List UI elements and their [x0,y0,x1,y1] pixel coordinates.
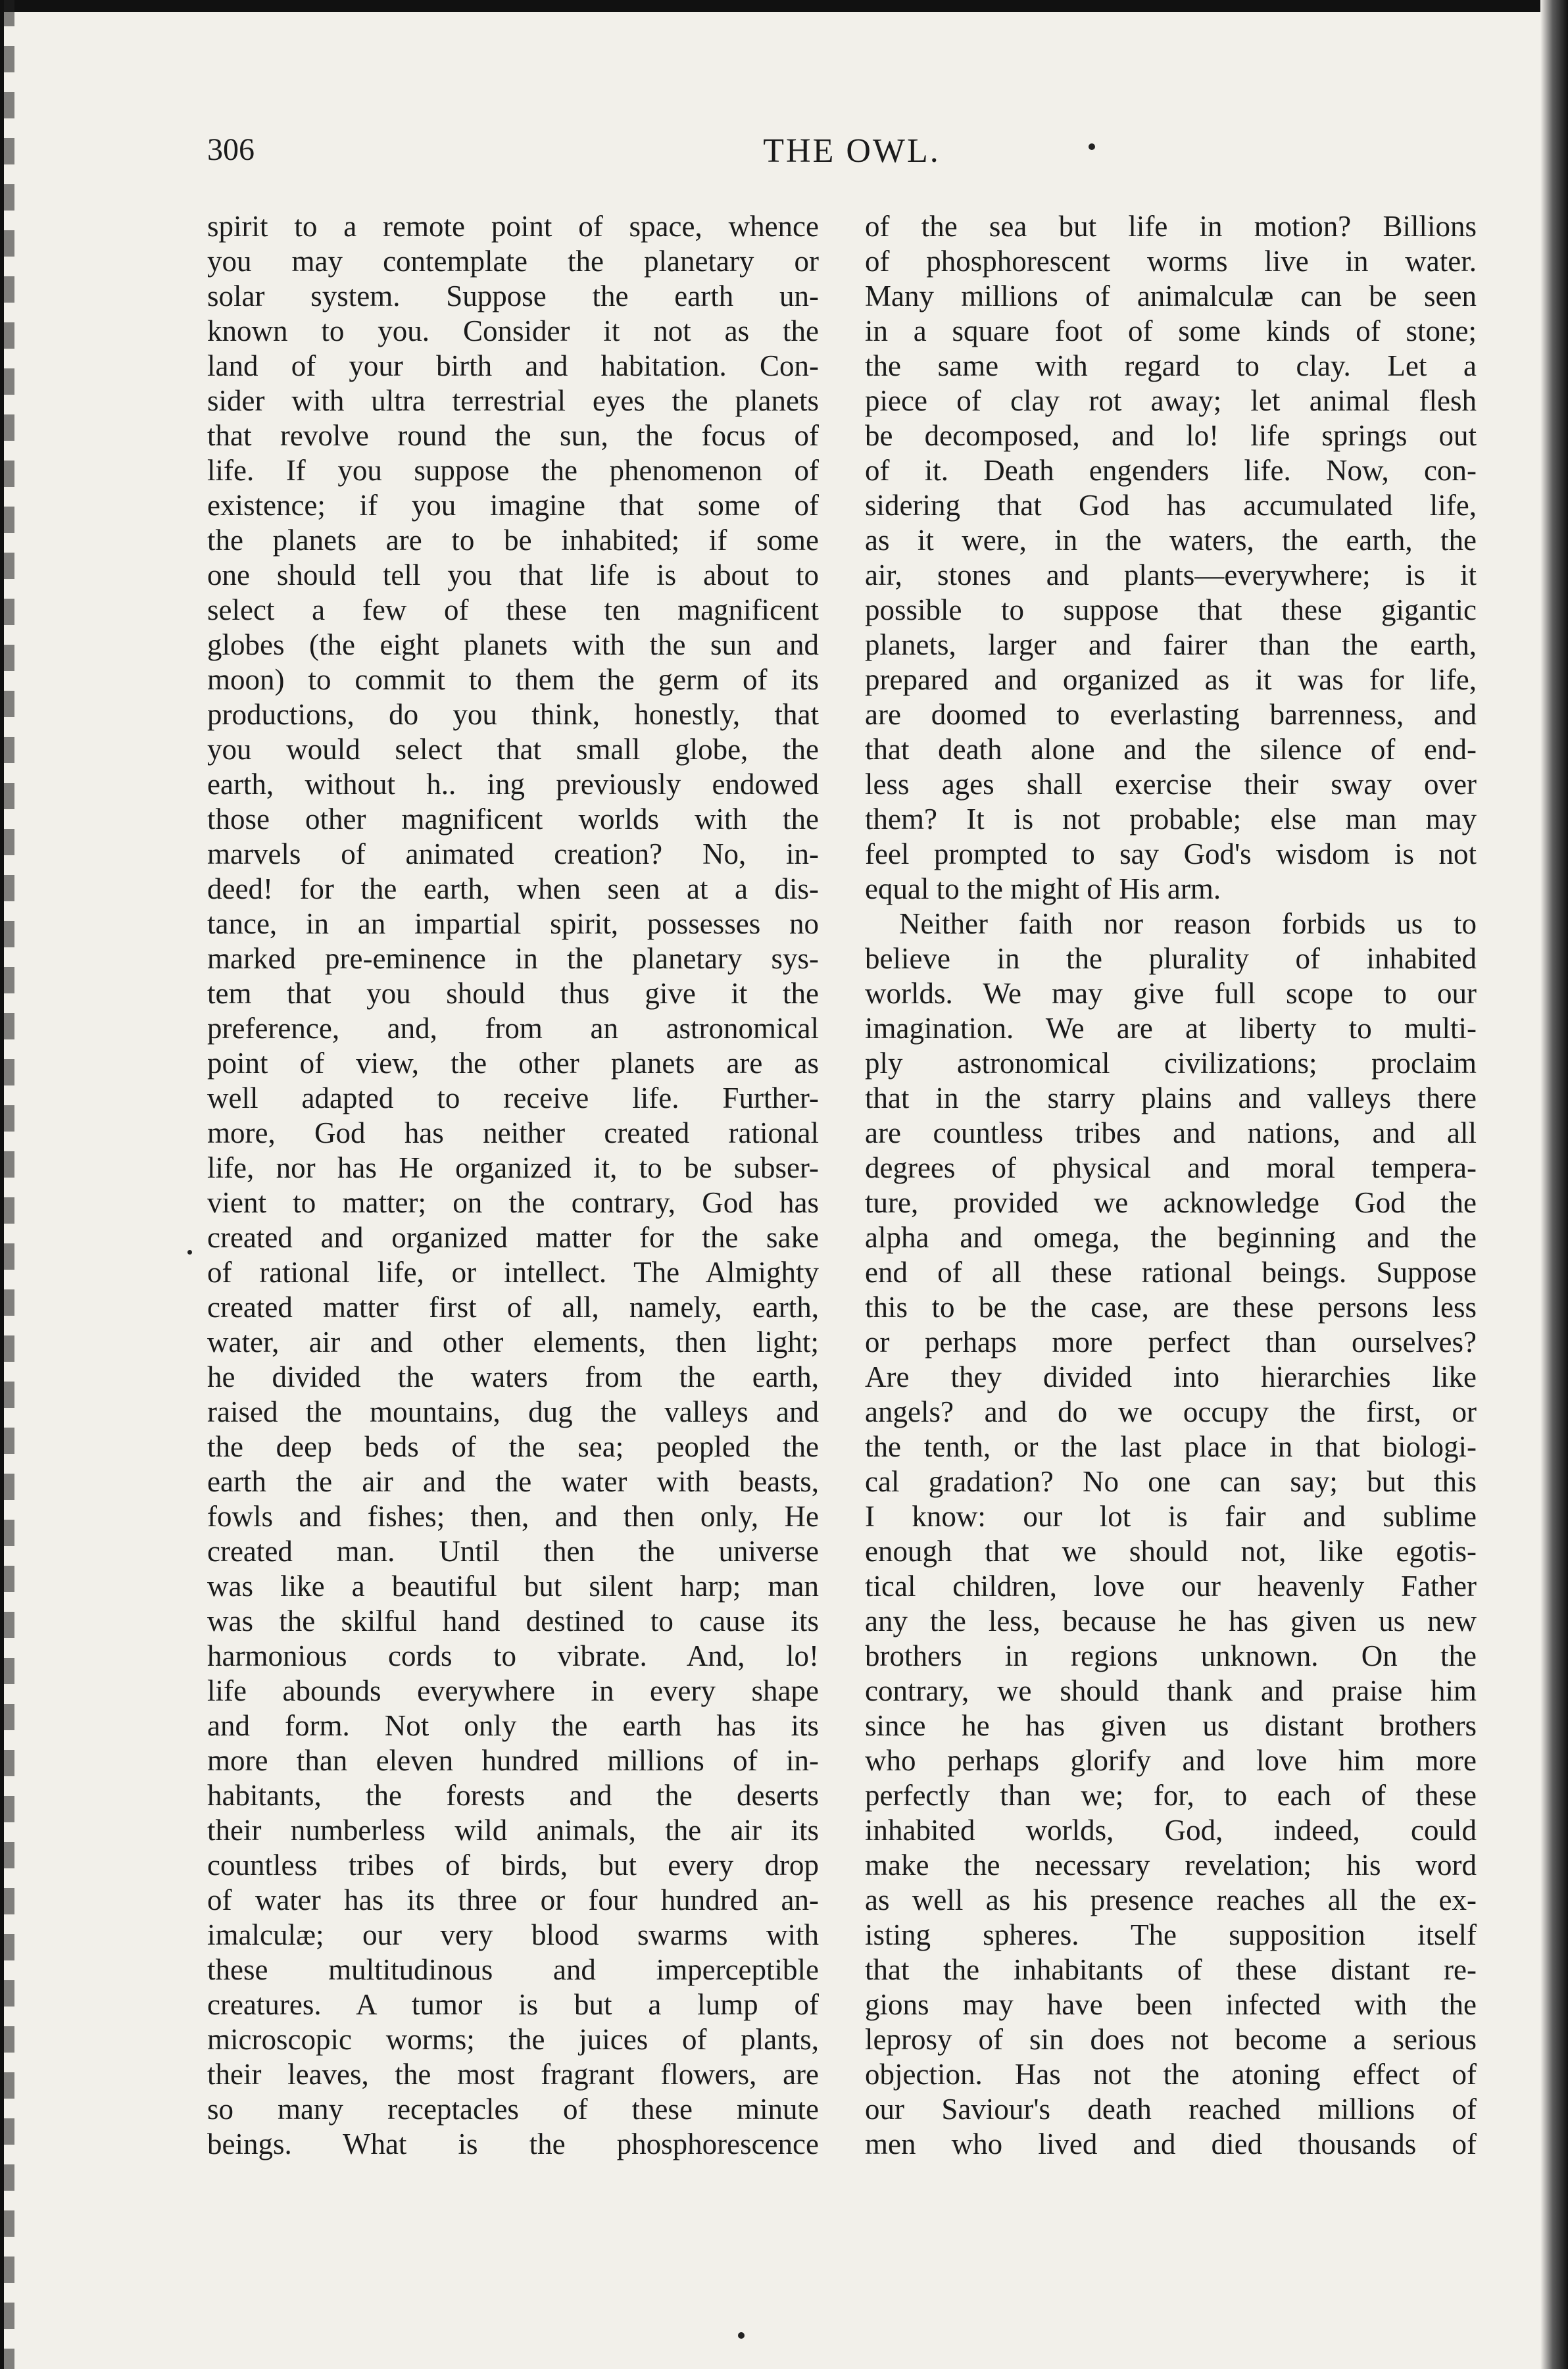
text-line: I know: our lot is fair and sublime [865,1500,1477,1533]
text-line: was the skilful hand destined to cause its [207,1605,819,1637]
text-line: any the less, because he has given us new [865,1605,1477,1637]
text-line: one should tell you that life is about to [207,559,819,591]
text-line: of the sea but life in motion? Billions [865,210,1477,243]
text-line: contrary, we should thank and praise him [865,1674,1477,1707]
text-line: and form. Not only the earth has its [207,1709,819,1742]
scan-left-edge-line [0,0,4,2369]
text-line: these multitudinous and imperceptible [207,1953,819,1986]
text-line: created and organized matter for the sake [207,1221,819,1254]
running-title: THE OWL. [763,132,941,170]
text-line: of it. Death engenders life. Now, con- [865,454,1477,487]
text-line: enough that we should not, like egotis- [865,1535,1477,1568]
text-line: who perhaps glorify and love him more [865,1744,1477,1777]
text-line: as it were, in the waters, the earth, the [865,524,1477,557]
text-line: land of your birth and habitation. Con- [207,349,819,382]
text-line: of rational life, or intellect. The Almighty [207,1256,819,1289]
text-line: as well as his presence reaches all the ex- [865,1883,1477,1916]
page-header [207,132,1496,184]
text-line: that in the starry plains and valleys there [865,1082,1477,1114]
text-line: moon) to commit to them the germ of its [207,663,819,696]
text-line: end of all these rational beings. Suppose [865,1256,1477,1289]
text-line: of water has its three or four hundred an- [207,1883,819,1916]
text-line: so many receptacles of these minute [207,2093,819,2126]
text-line: the deep beds of the sea; peopled the [207,1430,819,1463]
text-line: be decomposed, and lo! life springs out [865,419,1477,452]
text-line: in a square foot of some kinds of stone; [865,314,1477,347]
text-line: habitants, the forests and the deserts [207,1779,819,1812]
text-line: planets, larger and fairer than the earth, [865,628,1477,661]
text-line: their leaves, the most fragrant flowers, are [207,2058,819,2091]
text-line: existence; if you imagine that some of [207,489,819,522]
text-line: prepared and organized as it was for life, [865,663,1477,696]
text-line: them? It is not probable; else man may [865,803,1477,835]
text-line: piece of clay rot away; let animal flesh [865,384,1477,417]
text-line: are doomed to everlasting barrenness, and [865,698,1477,731]
text-line: ply astronomical civilizations; proclaim [865,1047,1477,1080]
text-line: created man. Until then the universe [207,1535,819,1568]
page-number: 306 [207,132,255,167]
text-line: this to be the case, are these persons less [865,1291,1477,1324]
text-line: preference, and, from an astronomical [207,1012,819,1045]
text-line: more, God has neither created rational [207,1116,819,1149]
text-line: perfectly than we; for, to each of these [865,1779,1477,1812]
text-line: life. If you suppose the phenomenon of [207,454,819,487]
text-line: less ages shall exercise their sway over [865,768,1477,801]
text-line: well adapted to receive life. Further- [207,1082,819,1114]
text-line: their numberless wild animals, the air its [207,1814,819,1847]
text-line: the tenth, or the last place in that biologi- [865,1430,1477,1463]
text-line: are countless tribes and nations, and all [865,1116,1477,1149]
text-line: isting spheres. The supposition itself [865,1918,1477,1951]
text-line: raised the mountains, dug the valleys and [207,1395,819,1428]
text-line: tance, in an impartial spirit, possesses no [207,907,819,940]
text-line: was like a beautiful but silent harp; man [207,1570,819,1603]
text-line: sidering that God has accumulated life, [865,489,1477,522]
text-line: tical children, love our heavenly Father [865,1570,1477,1603]
text-line: Neither faith nor reason forbids us to [899,907,1477,940]
text-line: you would select that small globe, the [207,733,819,766]
text-line: inhabited worlds, God, indeed, could [865,1814,1477,1847]
text-line: earth the air and the water with beasts, [207,1465,819,1498]
text-line: the same with regard to clay. Let a [865,349,1477,382]
text-line: brothers in regions unknown. On the [865,1639,1477,1672]
text-line: select a few of these ten magnificent [207,593,819,626]
text-line: since he has given us distant brothers [865,1709,1477,1742]
text-line: earth, without h.. ing previously endowed [207,768,819,801]
text-line: marked pre-eminence in the planetary sys- [207,942,819,975]
text-line: Are they divided into hierarchies like [865,1360,1477,1393]
text-line: life abounds everywhere in every shape [207,1674,819,1707]
text-line: that death alone and the silence of end- [865,733,1477,766]
right-text-column [865,209,1477,2162]
text-line: deed! for the earth, when seen at a dis- [207,872,819,905]
text-line: vient to matter; on the contrary, God has [207,1186,819,1219]
text-line: life, nor has He organized it, to be subser- [207,1151,819,1184]
text-line: or perhaps more perfect than ourselves? [865,1326,1477,1359]
page-top-border [0,0,1568,12]
text-line: our Saviour's death reached millions of [865,2093,1477,2126]
text-line: globes (the eight planets with the sun and [207,628,819,661]
text-line: angels? and do we occupy the first, or [865,1395,1477,1428]
text-line: those other magnificent worlds with the [207,803,819,835]
text-line: equal to the might of His arm. [865,872,1221,905]
text-line: leprosy of sin does not become a serious [865,2023,1477,2056]
text-line: feel prompted to say God's wisdom is not [865,837,1477,870]
ink-speck [738,2332,745,2339]
text-line: productions, do you think, honestly, that [207,698,819,731]
text-line: men who lived and died thousands of [865,2128,1477,2160]
scan-right-edge [1540,0,1568,2369]
ink-speck [1089,143,1095,150]
text-line: point of view, the other planets are as [207,1047,819,1080]
text-line: countless tribes of birds, but every drop [207,1849,819,1882]
ink-speck [187,1250,192,1255]
text-line: objection. Has not the atoning effect of [865,2058,1477,2091]
text-line: fowls and fishes; then, and then only, He [207,1500,819,1533]
text-line: water, air and other elements, then light; [207,1326,819,1359]
text-line: marvels of animated creation? No, in- [207,837,819,870]
text-line: he divided the waters from the earth, [207,1360,819,1393]
text-line: alpha and omega, the beginning and the [865,1221,1477,1254]
text-line: ture, provided we acknowledge God the [865,1186,1477,1219]
text-line: spirit to a remote point of space, whence [207,210,819,243]
text-line: that the inhabitants of these distant re- [865,1953,1477,1986]
text-line: cal gradation? No one can say; but this [865,1465,1477,1498]
text-line: solar system. Suppose the earth un- [207,280,819,312]
text-line: worlds. We may give full scope to our [865,977,1477,1010]
text-line: air, stones and plants—everywhere; is it [865,559,1477,591]
text-line: that revolve round the sun, the focus of [207,419,819,452]
text-line: harmonious cords to vibrate. And, lo! [207,1639,819,1672]
text-line: believe in the plurality of inhabited [865,942,1477,975]
text-line: tem that you should thus give it the [207,977,819,1010]
text-line: imagination. We are at liberty to multi- [865,1012,1477,1045]
text-line: the planets are to be inhabited; if some [207,524,819,557]
left-text-column [207,209,819,2162]
text-line: you may contemplate the planetary or [207,245,819,278]
text-line: imalculæ; our very blood swarms with [207,1918,819,1951]
text-line: possible to suppose that these gigantic [865,593,1477,626]
text-line: created matter first of all, namely, earth, [207,1291,819,1324]
text-line: beings. What is the phosphorescence [207,2128,819,2160]
text-line: Many millions of animalculæ can be seen [865,280,1477,312]
text-line: sider with ultra terrestrial eyes the planets [207,384,819,417]
text-line: more than eleven hundred millions of in- [207,1744,819,1777]
text-line: creatures. A tumor is but a lump of [207,1988,819,2021]
text-line: degrees of physical and moral tempera- [865,1151,1477,1184]
text-line: gions may have been infected with the [865,1988,1477,2021]
text-line: known to you. Consider it not as the [207,314,819,347]
text-line: make the necessary revelation; his word [865,1849,1477,1882]
text-line: of phosphorescent worms live in water. [865,245,1477,278]
text-line: microscopic worms; the juices of plants, [207,2023,819,2056]
